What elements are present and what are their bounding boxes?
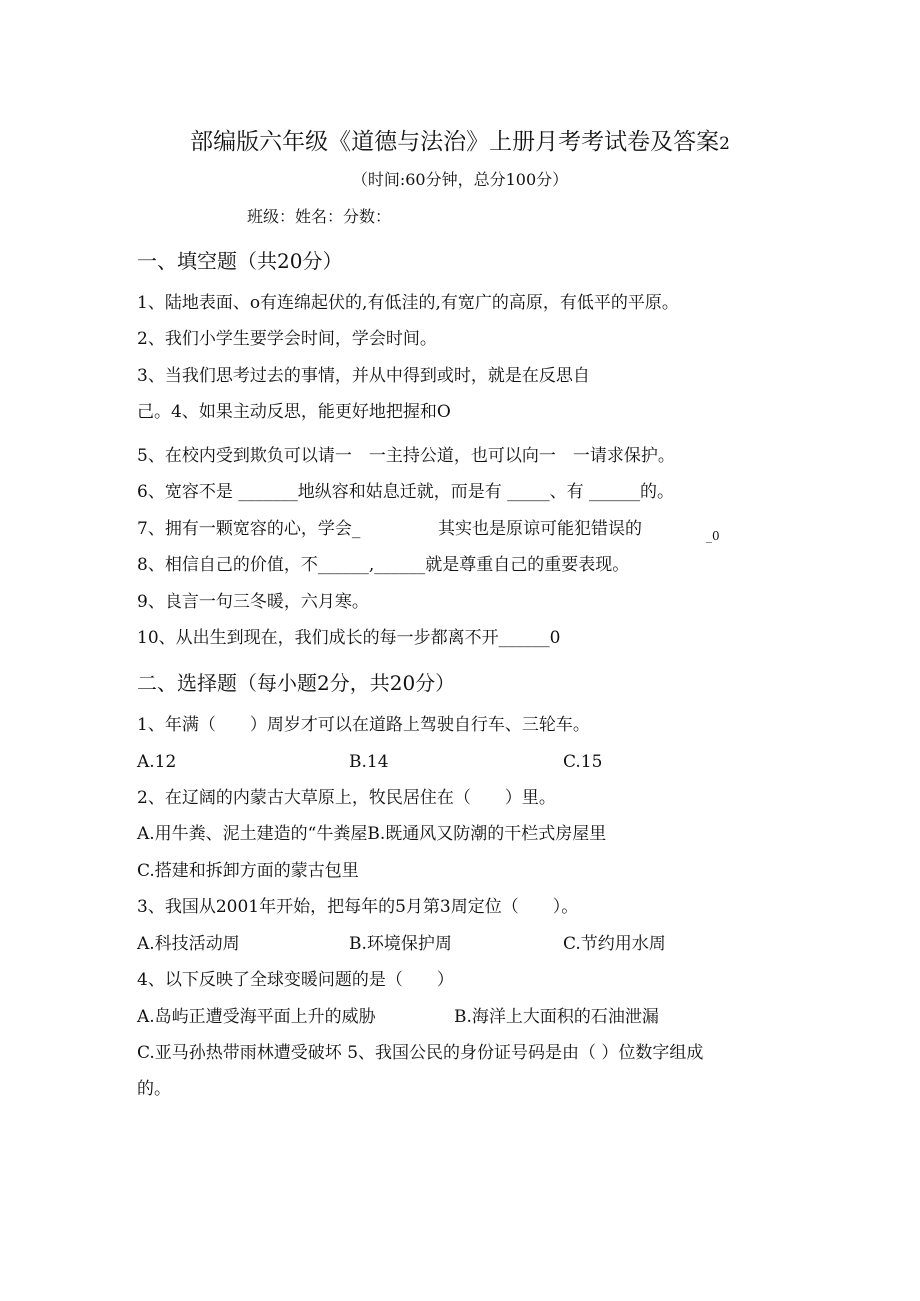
fill-question-8: 8、相信自己的价值，不______,______就是尊重自己的重要表现。 [137,555,630,575]
fill-question-3: 3、当我们思考过去的事情，并从中得到或时，就是在反思自 [137,366,590,386]
q3-option-b: B.环境保护周 [349,934,452,954]
choice-question-3: 3、我国从2001年开始，把每年的5月第3周定位（ ）。 [137,897,579,917]
q4-option-b: B.海洋上大面积的石油泄漏 [454,1007,659,1027]
section2-heading: 二、选择题（每小题2分，共20分） [137,671,456,695]
q3-option-c: C.节约用水周 [563,934,666,954]
q2-options-a-b: A.用牛粪、泥土建造的“牛粪屋B.既通风又防潮的干栏式房屋里 [137,824,607,844]
fill-question-7-part-b: 其实也是原谅可能犯错误的 [438,519,642,539]
q4-option-c-and-question-5: C.亚马孙热带雨林遭受破坏 5、我国公民的身份证号码是由（ ）位数字组成 [137,1043,704,1063]
fill-question-9: 9、良言一句三冬暖，六月寒。 [137,592,369,612]
fill-question-3-4-continuation: 己。4、如果主动反思，能更好地把握和O [137,402,451,422]
fill-question-6: 6、宽容不是 _______地纵容和姑息迁就，而是有 _____、有 ______的。 [137,482,675,502]
fill-question-1: 1、陆地表面、o有连绵起伏的,有低洼的,有宽广的高原，有低平的平原。 [137,293,679,313]
q1-option-a: A.12 [137,752,177,772]
q3-option-a: A.科技活动周 [137,934,240,954]
q1-option-c: C.15 [563,752,603,772]
fill-question-10: 10、从出生到现在，我们成长的每一步都离不开______0 [137,628,561,648]
fill-question-7-part-a: 7、拥有一颗宽容的心，学会_ [137,519,361,539]
choice-question-4: 4、以下反映了全球变暖问题的是（ ） [137,970,454,990]
title-suffix: 2 [719,134,730,154]
document-title [0,128,920,158]
exam-subtitle: （时间:60分钟，总分100分） [351,170,569,189]
fill-question-7-blank: _0 [706,529,720,543]
choice-question-1: 1、年满（ ）周岁才可以在道路上驾驶自行车、三轮车。 [137,715,590,735]
q2-option-c: C.搭建和拆卸方面的蒙古包里 [137,861,359,881]
q1-option-b: B.14 [349,752,389,772]
q4-option-a: A.岛屿正遭受海平面上升的威胁 [137,1007,376,1027]
fill-question-5: 5、在校内受到欺负可以请一 一主持公道，也可以向一 一请求保护。 [137,446,675,466]
section1-heading: 一、填空题（共20分） [137,249,343,273]
title-text: 部编版六年级《道德与法治》上册月考考试卷及答案 [190,129,720,155]
choice-question-2: 2、在辽阔的内蒙古大草原上，牧民居住在（ ）里。 [137,788,556,808]
fill-question-2: 2、我们小学生要学会时间，学会时间。 [137,329,437,349]
question-5-continuation: 的。 [137,1079,171,1099]
student-info-line: 班级：姓名：分数： [247,207,392,226]
